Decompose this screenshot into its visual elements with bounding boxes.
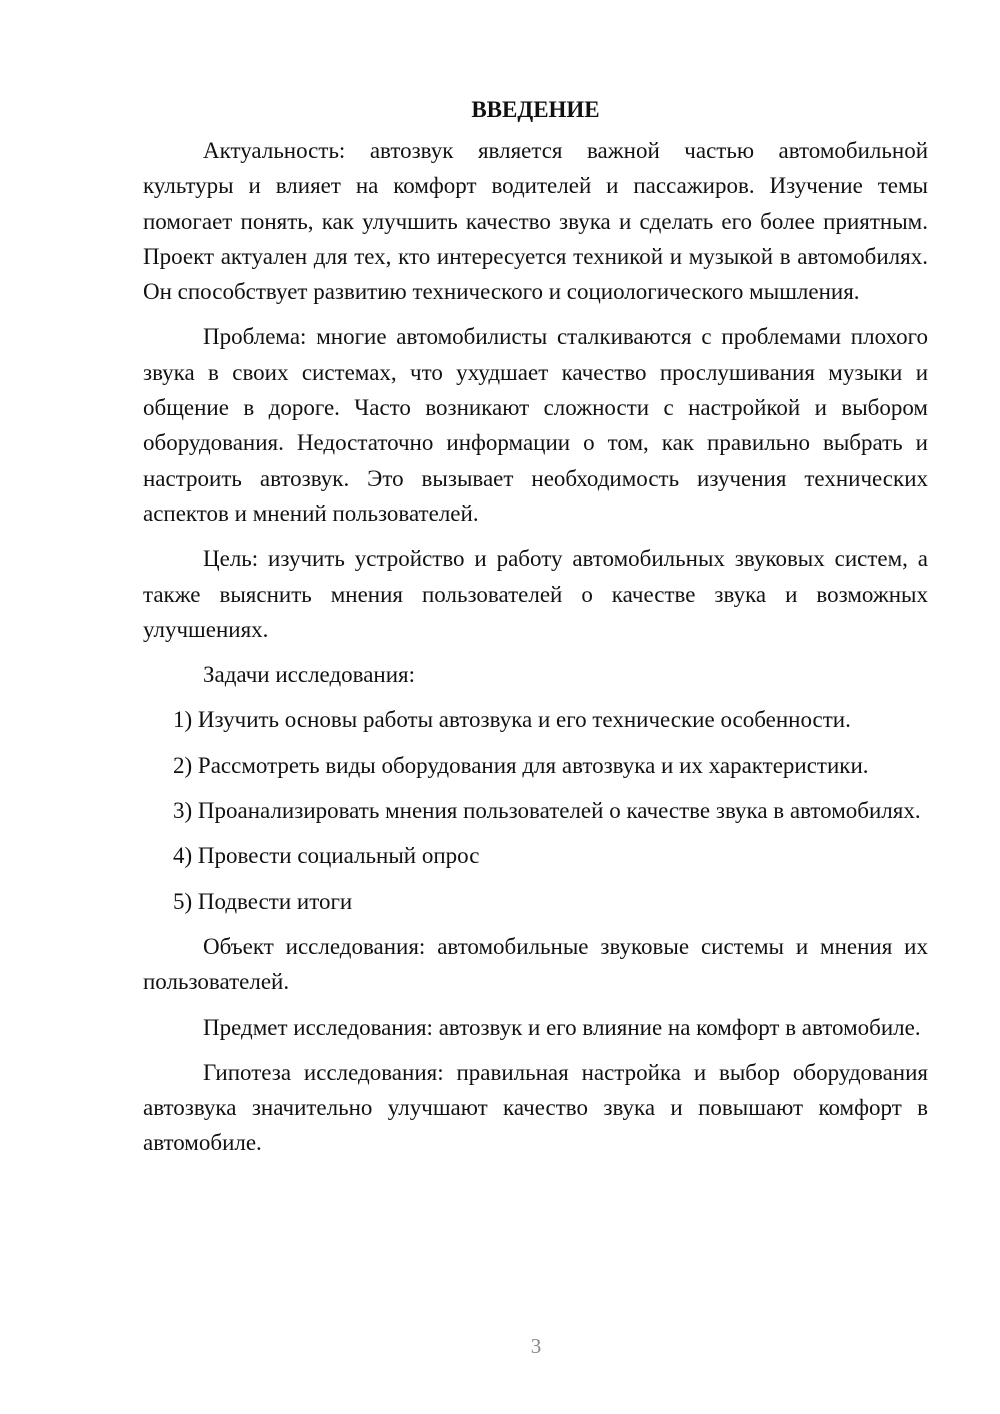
hypothesis-paragraph: Гипотеза исследования: правильная настройка и выбор оборудования автозвука значительно улучшают качество звука и повышают комфорт в автомобиле. [143, 1059, 928, 1156]
task-item: 2) Рассмотреть виды оборудования для автозвука и их характеристики. [173, 752, 869, 778]
task-item: 5) Подвести итоги [173, 888, 353, 914]
page-title: ВВЕДЕНИЕ [471, 97, 600, 122]
relevance-paragraph: Актуальность: автозвук является важной частью автомобильной культуры и влияет на комфорт водителей и пассажиров. Изучение темы помогает понять, как улучшить качество звука и сделать его более приятным. Проект актуален для тех, кто интересуется техникой и музыкой в автомобилях. Он способствует развитию технического и социологического мышления. [143, 138, 928, 305]
tasks-heading: Задачи исследования: [203, 662, 416, 688]
problem-paragraph: Проблема: многие автомобилисты сталкиваются с проблемами плохого звука в своих системах, что ухудшает качество прослушивания музыки и общение в дороге. Часто возникают сложности с настройкой и выбором оборудования. Недостаточно информации о том, как правильно выбрать и настроить автозвук. Это вызывает необходимость изучения технических аспектов и мнений пользователей. [143, 324, 928, 526]
page-number: 3 [530, 1334, 542, 1358]
task-item: 3) Проанализировать мнения пользователей о качестве звука в автомобилях. [173, 798, 921, 824]
text-body [143, 95, 928, 1171]
task-item: 4) Провести социальный опрос [173, 843, 480, 869]
task-item: 1) Изучить основы работы автозвука и его технические особенности. [173, 707, 851, 733]
object-paragraph: Объект исследования: автомобильные звуковые системы и мнения их пользователей. [143, 933, 928, 995]
goal-paragraph: Цель: изучить устройство и работу автомобильных звуковых систем, а также выяснить мнения пользователей о качестве звука и возможных улучшениях. [143, 546, 928, 642]
subject-paragraph: Предмет исследования: автозвук и его влияние на комфорт в автомобиле. [203, 1014, 921, 1040]
